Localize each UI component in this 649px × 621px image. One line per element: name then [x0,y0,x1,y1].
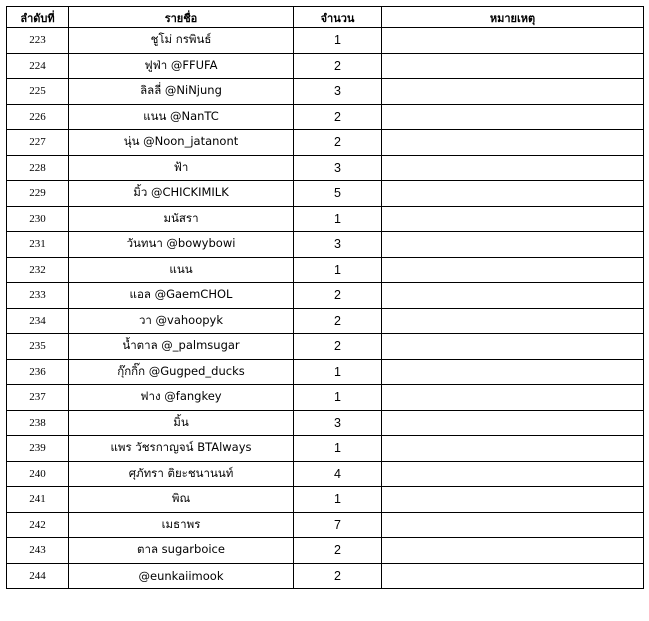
cell-qty: 2 [294,334,382,360]
cell-note [382,487,644,513]
cell-qty: 1 [294,28,382,54]
cell-no: 223 [7,28,69,54]
cell-qty: 3 [294,155,382,181]
cell-no: 231 [7,232,69,258]
cell-name: มนัสรา [69,206,294,232]
table-row [7,283,644,309]
cell-name: แนน @NanTC [69,104,294,130]
cell-name: @eunkaiimook [69,563,294,589]
cell-note [382,308,644,334]
cell-note [382,359,644,385]
cell-note [382,155,644,181]
cell-qty: 2 [294,104,382,130]
cell-qty: 1 [294,206,382,232]
cell-qty: 1 [294,487,382,513]
cell-qty: 2 [294,308,382,334]
table-row [7,232,644,258]
cell-no: 243 [7,538,69,564]
cell-note [382,385,644,411]
cell-qty: 1 [294,257,382,283]
document-page [6,6,644,589]
cell-no: 244 [7,563,69,589]
table-row [7,206,644,232]
cell-name: วันทนา @bowybowi [69,232,294,258]
table-row [7,461,644,487]
table-row [7,538,644,564]
table-row [7,130,644,156]
cell-name: ลิลลี่ @NiNjung [69,79,294,105]
cell-qty: 5 [294,181,382,207]
cell-qty: 4 [294,461,382,487]
cell-no: 238 [7,410,69,436]
cell-note [382,79,644,105]
cell-note [382,283,644,309]
table-row [7,410,644,436]
cell-no: 230 [7,206,69,232]
cell-note [382,130,644,156]
cell-note [382,28,644,54]
cell-name: ฟ้า [69,155,294,181]
cell-note [382,334,644,360]
table-row [7,359,644,385]
cell-name: แอล @GaemCHOL [69,283,294,309]
cell-name: วา @vahoopyk [69,308,294,334]
cell-note [382,461,644,487]
cell-name: แนน [69,257,294,283]
cell-qty: 7 [294,512,382,538]
column-header-name: รายชื่อ [69,7,294,28]
cell-note [382,512,644,538]
cell-no: 227 [7,130,69,156]
cell-note [382,538,644,564]
table-row [7,385,644,411]
cell-note [382,563,644,589]
cell-name: มิ้น [69,410,294,436]
table-row [7,512,644,538]
cell-note [382,181,644,207]
cell-qty: 3 [294,79,382,105]
table-row [7,104,644,130]
table-row [7,155,644,181]
cell-no: 242 [7,512,69,538]
cell-no: 239 [7,436,69,462]
cell-no: 225 [7,79,69,105]
cell-qty: 1 [294,385,382,411]
table-row [7,79,644,105]
cell-no: 229 [7,181,69,207]
cell-qty: 3 [294,410,382,436]
cell-name: แพร วัชรกาญจน์ BTAlways [69,436,294,462]
cell-name: มิ้ว @CHICKIMILK [69,181,294,207]
cell-no: 236 [7,359,69,385]
cell-qty: 1 [294,359,382,385]
table-row [7,334,644,360]
cell-name: ฟาง @fangkey [69,385,294,411]
cell-qty: 1 [294,436,382,462]
cell-no: 235 [7,334,69,360]
cell-no: 241 [7,487,69,513]
cell-note [382,257,644,283]
cell-note [382,410,644,436]
cell-qty: 2 [294,130,382,156]
cell-no: 234 [7,308,69,334]
table-row [7,181,644,207]
cell-qty: 2 [294,53,382,79]
cell-no: 232 [7,257,69,283]
donation-list-table [6,6,644,589]
table-row [7,53,644,79]
cell-no: 224 [7,53,69,79]
cell-note [382,232,644,258]
cell-name: กุ๊กกิ๊ก @Gugped_ducks [69,359,294,385]
cell-name: นุ่น @Noon_jatanont [69,130,294,156]
cell-note [382,104,644,130]
cell-qty: 2 [294,538,382,564]
cell-name: ศุภัทรา ติยะชนานนท์ [69,461,294,487]
cell-name: พิณ [69,487,294,513]
table-row [7,487,644,513]
table-body [7,28,644,589]
column-header-no: ลำดับที่ [7,7,69,28]
cell-qty: 3 [294,232,382,258]
table-row [7,436,644,462]
cell-name: ตาล sugarboice [69,538,294,564]
cell-name: เมธาพร [69,512,294,538]
column-header-note: หมายเหตุ [382,7,644,28]
cell-qty: 2 [294,283,382,309]
cell-note [382,53,644,79]
cell-name: น้ำตาล @_palmsugar [69,334,294,360]
cell-note [382,436,644,462]
table-row [7,28,644,54]
cell-name: ฟูฟ่า @FFUFA [69,53,294,79]
table-header-row [7,7,644,28]
table-row [7,257,644,283]
column-header-qty: จำนวน [294,7,382,28]
table-row [7,308,644,334]
cell-no: 233 [7,283,69,309]
cell-no: 228 [7,155,69,181]
cell-no: 237 [7,385,69,411]
cell-name: ชูโม่ กรพินธ์ [69,28,294,54]
cell-no: 226 [7,104,69,130]
cell-note [382,206,644,232]
cell-qty: 2 [294,563,382,589]
cell-no: 240 [7,461,69,487]
table-row [7,563,644,589]
